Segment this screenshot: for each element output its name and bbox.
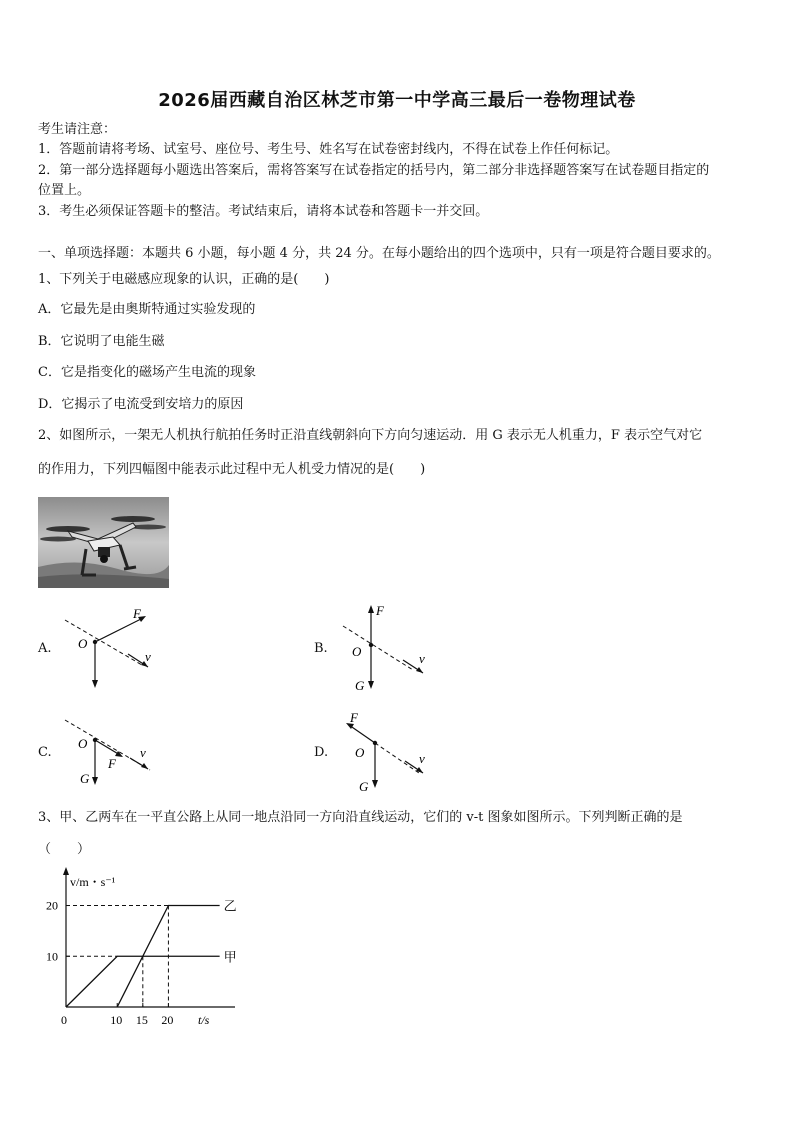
notice-item-2-cont: 位置上。 (38, 183, 91, 198)
q2-diagram-d (335, 705, 445, 800)
q1-stem: 1、下列关于电磁感应现象的认识，正确的是( ) (38, 272, 330, 287)
q1-option-c: C．它是指变化的磁场产生电流的现象 (38, 365, 256, 380)
gravity-label-d: G (359, 779, 369, 794)
q1-option-b: B．它说明了电能生磁 (38, 334, 165, 349)
y-tick-label-10: 10 (46, 949, 58, 964)
force-label-c: F (108, 756, 116, 771)
series-label-jia: 甲 (223, 949, 237, 965)
x-tick-label-10: 10 (110, 1013, 123, 1027)
notice-item-1: 1．答题前请将考场、试室号、座位号、考生号、姓名写在试卷密封线内，不得在试卷上作任何标记。 (38, 142, 619, 157)
velocity-label-c: v (140, 745, 146, 760)
origin-label-d: O (355, 745, 365, 760)
gravity-label-c: G (80, 771, 90, 786)
q1-option-d: D．它揭示了电流受到安培力的原因 (38, 397, 244, 412)
q2-option-b-label: B. (314, 641, 328, 656)
notice-item-3: 3．考生必须保证答题卡的整洁。考试结束后，请将本试卷和答题卡一并交回。 (38, 204, 489, 219)
series-label-yi: 乙 (223, 898, 237, 914)
q2-diagram-b (335, 600, 445, 695)
notice-item-2: 2．第一部分选择题每小题选出答案后，需将答案写在试卷指定的括号内，第二部分非选择题答案写在试卷题目指定的 (38, 163, 710, 178)
force-label-b: F (376, 603, 384, 618)
drone-photo (38, 497, 169, 588)
origin-label-a: O (78, 636, 88, 651)
q3-stem-line1: 3、甲、乙两车在一平直公路上从同一地点沿同一方向沿直线运动，它们的 v-t 图象如图所示。下列判断正确的是 (38, 810, 683, 825)
origin-label-b: O (352, 644, 362, 659)
q2-stem-line2: 的作用力，下列四幅图中能表示此过程中无人机受力情况的是( ) (38, 462, 426, 477)
x-tick-label-20: 20 (161, 1013, 174, 1027)
force-label-a: F (133, 606, 141, 621)
q2-diagram-a (60, 600, 170, 695)
section-heading: 一、单项选择题：本题共 6 小题，每小题 4 分，共 24 分。在每小题给出的四个选项中，只有一项是符合题目要求的。 (38, 246, 720, 261)
velocity-label-d: v (419, 751, 425, 766)
q2-option-d-label: D. (314, 745, 329, 760)
x-tick-label-15: 15 (135, 1013, 148, 1027)
gravity-label-b: G (355, 678, 365, 693)
page-title: 2026届西藏自治区林芝市第一中学高三最后一卷物理试卷 (158, 90, 636, 111)
q2-option-a-label: A. (38, 641, 52, 656)
y-tick-label-20: 20 (46, 898, 58, 913)
x-axis-label: t/s (198, 1013, 210, 1027)
origin-label-c: O (78, 736, 88, 751)
q1-option-a: A．它最先是由奥斯特通过实验发现的 (38, 302, 256, 317)
force-label-d: F (350, 710, 358, 725)
vt-chart (40, 862, 240, 1032)
velocity-label-b: v (419, 651, 425, 666)
y-axis-label: v/m・s⁻¹ (70, 875, 116, 889)
q2-diagram-c (60, 712, 170, 797)
velocity-label-a: v (145, 649, 151, 664)
x-tick-0: 0 (61, 1013, 67, 1027)
q2-option-c-label: C. (38, 745, 52, 760)
q2-stem-line1: 2、如图所示，一架无人机执行航拍任务时正沿直线朝斜向下方向匀速运动．用 G 表示无人机重力，F 表示空气对它 (38, 428, 703, 443)
q3-stem-line2: （ ） (38, 842, 91, 857)
notice-heading: 考生请注意： (38, 122, 117, 137)
